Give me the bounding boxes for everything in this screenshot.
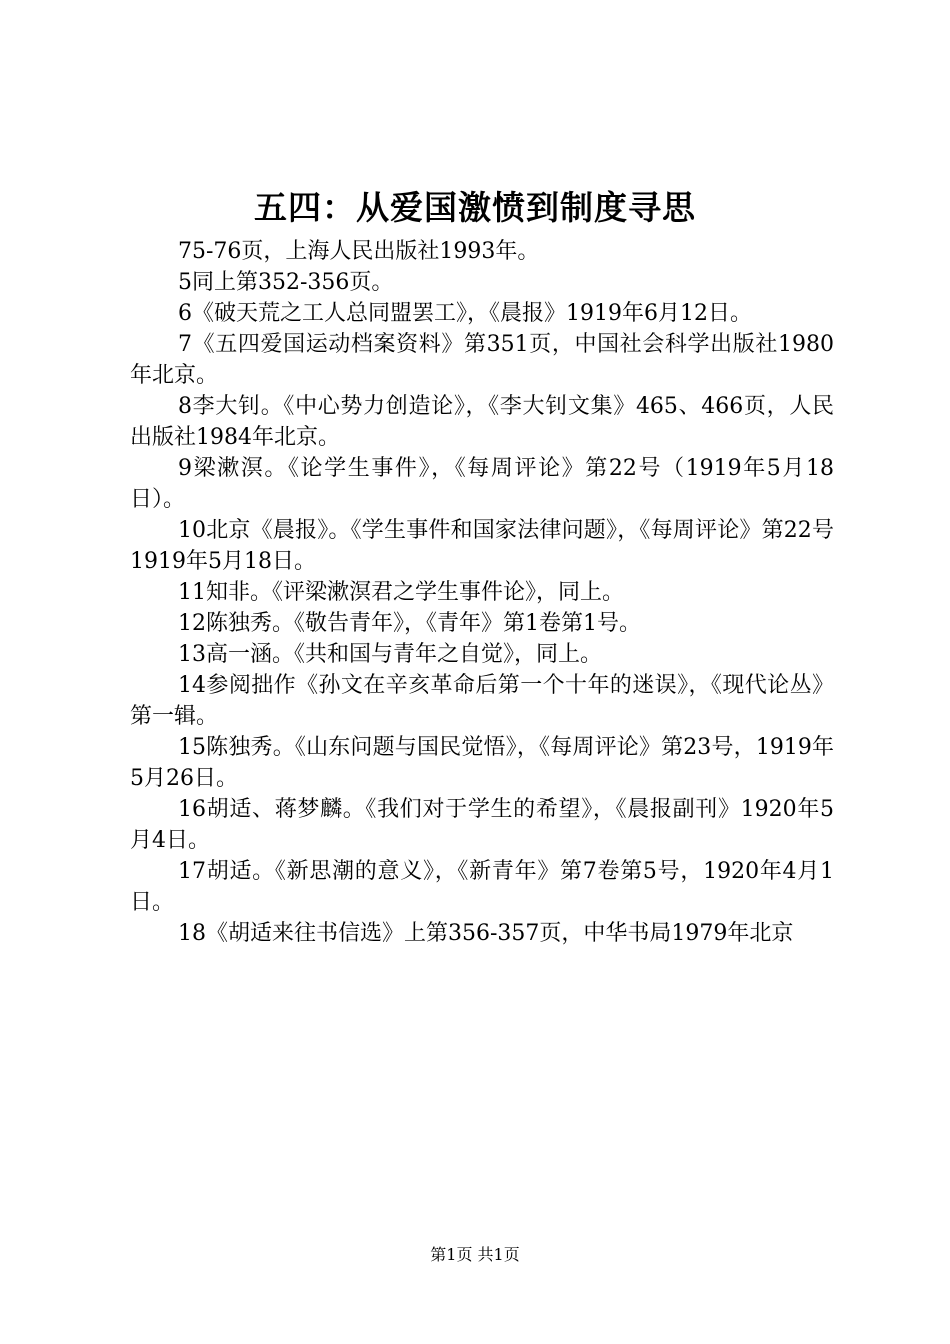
paragraph: 11知非。《评梁漱溟君之学生事件论》，同上。 — [178, 580, 624, 605]
paragraph: 10北京《晨报》。《学生事件和国家法律问题》，《每周评论》第22号1919年5月18日。 — [130, 518, 834, 574]
paragraph: 14参阅拙作《孙文在辛亥革命后第一个十年的迷误》，《现代论丛》第一辑。 — [130, 673, 834, 729]
paragraph: 13高一涵。《共和国与青年之自觉》，同上。 — [178, 642, 602, 667]
paragraph: 15陈独秀。《山东问题与国民觉悟》，《每周评论》第23号，1919年5月26日。 — [130, 735, 834, 791]
paragraph: 6《破天荒之工人总同盟罢工》，《晨报》1919年6月12日。 — [178, 301, 752, 326]
paragraph: 16胡适、蒋梦麟。《我们对于学生的希望》，《晨报副刊》1920年5月4日。 — [130, 797, 834, 853]
paragraph: 17胡适。《新思潮的意义》，《新青年》第7卷第5号，1920年4月1日。 — [130, 859, 834, 915]
paragraph: 75-76页，上海人民出版社1993年。 — [178, 239, 540, 264]
document-title: 五四：从爱国激愤到制度寻思 — [254, 188, 696, 227]
paragraph: 9梁漱溟。《论学生事件》，《每周评论》第22号（1919年5月18日）。 — [130, 456, 834, 512]
document-body — [130, 236, 834, 949]
paragraph: 7《五四爱国运动档案资料》第351页，中国社会科学出版社1980年北京。 — [130, 332, 834, 388]
paragraph: 12陈独秀。《敬告青年》，《青年》第1卷第1号。 — [178, 611, 641, 636]
paragraph: 5同上第352-356页。 — [178, 270, 394, 295]
paragraph: 18《胡适来往书信选》上第356-357页，中华书局1979年北京 — [178, 921, 794, 946]
paragraph: 8李大钊。《中心势力创造论》，《李大钊文集》465、466页，人民出版社1984年北京。 — [130, 394, 834, 450]
page-footer: 第1页 共1页 — [430, 1245, 520, 1264]
